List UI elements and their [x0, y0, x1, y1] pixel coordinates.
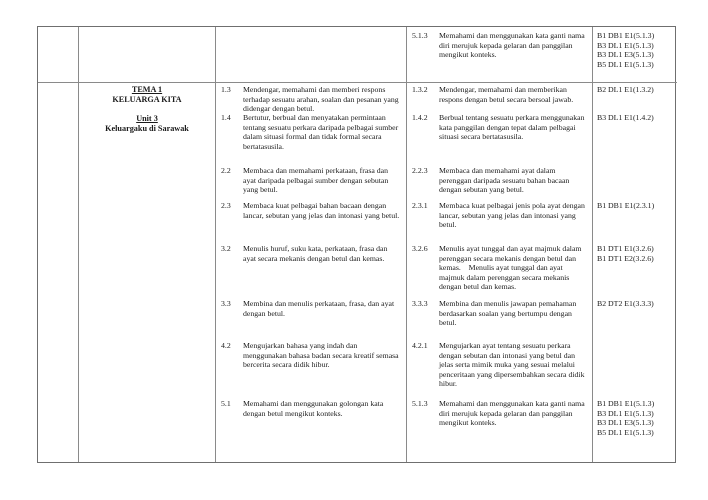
cs-code: 2.3	[221, 201, 231, 210]
ls-text: Menulis ayat tunggal dan ayat majmuk dalam perenggan secara mekanis dengan betul dan kemas. Menulis ayat tunggal dan ayat majmuk dalam perenggan secara mekanis dengan betul dan kemas.	[439, 244, 582, 292]
ls-text: Membina dan menulis jawapan pemahaman berdasarkan soalan yang bertumpu dengan betul.	[439, 299, 577, 328]
content-standard-cell	[215, 242, 406, 297]
cs-text: Membaca kuat pelbagai bahan bacaan dengan lancar, sebutan yang jelas dan intonasi yang betul.	[243, 201, 400, 220]
learning-standard-cell	[406, 242, 592, 297]
ls-code: 2.2.3	[412, 166, 428, 175]
learning-standard-cell	[406, 199, 592, 242]
cs-code: 1.3	[221, 85, 231, 94]
tema-title: KELUARGA KITA	[112, 94, 182, 104]
content-standard-cell	[215, 297, 406, 339]
ls-code: 3.2.6	[412, 244, 428, 253]
ls-code: 1.4.2	[412, 113, 428, 122]
ls-code: 1.3.2	[412, 85, 428, 94]
content-standard-cell	[215, 111, 406, 164]
evidence-code: B3 DL1 E1(1.4.2)	[597, 113, 654, 122]
cs-text: Mengujarkan bahasa yang indah dan menggunakan bahasa badan secara kreatif semasa bercerita secara didik hibur.	[243, 341, 399, 370]
cs-code: 3.3	[221, 299, 231, 308]
carryover-learning-standard-cell	[406, 27, 592, 83]
evidence-code: B3 DL1 E3(5.1.3)	[597, 50, 654, 60]
ls-code: 3.3.3	[412, 299, 428, 308]
ls-text: Membaca dan memahami ayat dalam perenggan daripada sesuatu bahan bacaan dengan sebutan yang betul.	[439, 166, 570, 195]
curriculum-table	[37, 26, 676, 463]
cs-text: Membina dan menulis perkataan, frasa, dan ayat dengan betul.	[243, 299, 395, 318]
ls-code: 5.1.3	[412, 31, 428, 40]
evidence-code: B1 DB1 E1(2.3.1)	[597, 201, 655, 210]
cs-code: 5.1	[221, 399, 231, 408]
evidence-codes-cell	[592, 164, 677, 199]
ls-text: Berbual tentang sesuatu perkara menggunakan kata panggilan dengan tepat dalam pelbagai situasi secara bertatasusila.	[439, 113, 585, 142]
content-standard-cell	[215, 397, 406, 462]
content-standard-cell	[215, 83, 406, 114]
cs-code: 2.2	[221, 166, 231, 175]
learning-standard-cell	[406, 164, 592, 199]
ls-text: Memahami dan menggunakan kata ganti nama diri merujuk kepada gelaran dan panggilan mengikut konteks.	[439, 31, 585, 60]
tema-label: TEMA 1	[131, 85, 163, 94]
carryover-evidence-codes-cell	[592, 27, 677, 83]
ls-text: Membaca kuat pelbagai jenis pola ayat dengan lancar, sebutan yang jelas dan intonasi yang betul.	[439, 201, 585, 230]
evidence-code: B5 DL1 E1(5.1.3)	[597, 427, 654, 437]
empty-cell	[38, 27, 78, 83]
evidence-codes-cell	[592, 297, 677, 339]
evidence-codes-cell	[592, 83, 677, 111]
learning-standard-cell	[406, 297, 592, 339]
ls-text: Memahami dan menggunakan kata ganti nama diri merujuk kepada gelaran dan panggilan mengikut konteks.	[439, 399, 585, 428]
empty-cell	[78, 27, 215, 83]
evidence-code: B1 DT1 E1(3.2.6)	[597, 244, 654, 253]
evidence-codes-cell	[592, 111, 677, 164]
cs-text: Bertutur, berbual dan menyatakan permintaan tentang sesuatu perkara daripada pelbagai sumber dalam situasi formal dan tidak formal secara bertatasusila.	[243, 113, 399, 151]
content-standard-cell	[215, 199, 406, 242]
ls-code: 5.1.3	[412, 399, 428, 408]
learning-standard-cell	[406, 111, 592, 164]
content-standard-cell	[215, 164, 406, 199]
evidence-code: B5 DL1 E1(5.1.3)	[597, 59, 654, 69]
cs-text: Membaca dan memahami perkataan, frasa dan ayat daripada pelbagai sumber dengan sebutan yang betul.	[243, 166, 389, 195]
cs-text: Menulis huruf, suku kata, perkataan, frasa dan ayat secara mekanis dengan betul dan kemas.	[243, 244, 388, 263]
ls-code: 4.2.1	[412, 341, 428, 350]
cs-code: 3.2	[221, 244, 231, 253]
evidence-codes-cell	[592, 397, 677, 462]
evidence-code: B1 DB1 E1(5.1.3)	[597, 399, 655, 408]
evidence-code: B3 DL1 E3(5.1.3)	[597, 418, 654, 428]
evidence-codes-cell	[592, 199, 677, 242]
learning-standard-cell	[406, 397, 592, 462]
empty-cell	[38, 83, 78, 462]
evidence-code: B1 DB1 E1(5.1.3)	[597, 31, 655, 40]
evidence-code: B2 DL1 E1(1.3.2)	[597, 85, 654, 94]
cs-code: 1.4	[221, 113, 231, 122]
spacer	[79, 105, 215, 115]
ls-text: Mengujarkan ayat tentang sesuatu perkara dengan sebutan dan intonasi yang betul dan jelas serta mimik muka yang sesuai melalui penceritaan yang dipersembahkan secara didik hibur.	[439, 341, 585, 389]
cs-code: 4.2	[221, 341, 231, 350]
evidence-code: B1 DT1 E2(3.2.6)	[597, 253, 654, 263]
cs-text: Mendengar, memahami dan memberi respons terhadap sesuatu arahan, soalan dan pesanan yang didengar dengan betul.	[243, 85, 399, 114]
ls-text: Mendengar, memahami dan memberikan respons dengan betul secara bersoal jawab.	[439, 85, 574, 104]
theme-cell	[78, 83, 215, 462]
cs-text: Memahami dan menggunakan golongan kata dengan betul mengikut konteks.	[243, 399, 384, 418]
unit-title: Keluargaku di Sarawak	[105, 124, 189, 134]
empty-cell	[215, 27, 406, 83]
evidence-code: B3 DL1 E1(5.1.3)	[597, 408, 654, 418]
learning-standard-cell	[406, 83, 592, 111]
ls-code: 2.3.1	[412, 201, 428, 210]
content-standard-cell	[215, 339, 406, 397]
evidence-codes-cell	[592, 242, 677, 297]
unit-label: Unit 3	[136, 114, 158, 124]
evidence-code: B3 DL1 E1(5.1.3)	[597, 40, 654, 50]
learning-standard-cell	[406, 339, 592, 397]
evidence-codes-cell	[592, 339, 677, 397]
evidence-code: B2 DT2 E1(3.3.3)	[597, 299, 654, 308]
